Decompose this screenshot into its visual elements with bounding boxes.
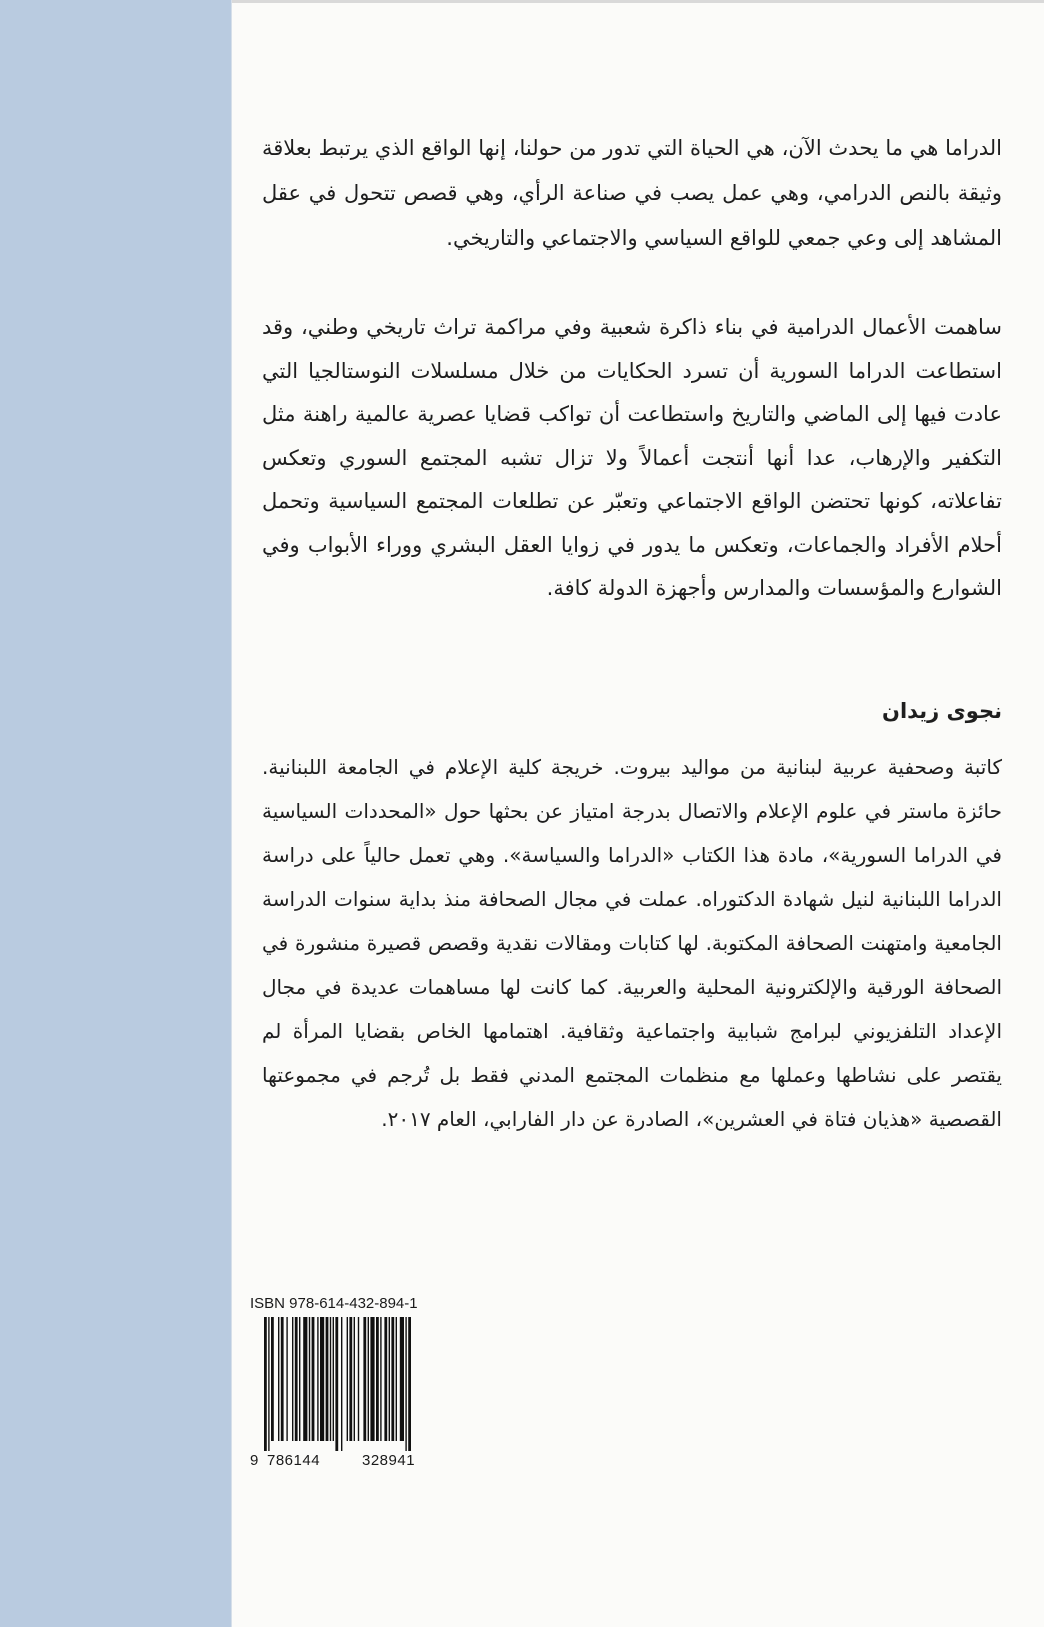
top-edge-line: [232, 0, 1044, 3]
barcode-bar: [281, 1317, 284, 1441]
barcode-bar: [309, 1317, 310, 1441]
barcode-bar: [303, 1317, 307, 1441]
barcode-bar: [391, 1317, 394, 1441]
barcode-bar: [396, 1317, 397, 1441]
barcode-bar: [278, 1317, 279, 1441]
barcode-bar: [317, 1317, 318, 1441]
barcode-bar: [363, 1317, 366, 1441]
barcode-bar: [349, 1317, 352, 1441]
isbn-label: ISBN 978-614-432-894-1: [250, 1295, 418, 1312]
barcode-bar: [286, 1317, 287, 1441]
barcode-bar: [347, 1317, 348, 1441]
barcode-bar: [326, 1317, 329, 1441]
intro-paragraph-1: الدراما هي ما يحدث الآن، هي الحياة التي تدور من حولنا، إنها الواقع الذي يرتبط بعلاقة وثيقة بالنص الدرامي، وهي عمل يصب في صناعة الرأي، وهي قصص تتحول في عقل المشاهد إلى وعي جمعي للواقع السياسي والاجتماعي والتاريخي.: [262, 136, 1002, 250]
barcode-digit-first: 9: [250, 1452, 259, 1469]
barcode-bar: [341, 1317, 342, 1451]
barcode-bar: [405, 1317, 406, 1451]
barcode-bar: [268, 1317, 269, 1451]
barcode-bar: [354, 1317, 355, 1441]
barcode-bar: [292, 1317, 293, 1441]
barcode-bar: [400, 1317, 404, 1441]
barcode-bar: [376, 1317, 379, 1441]
barcode-bar: [299, 1317, 300, 1441]
author-name: نجوى زيدان: [882, 699, 1002, 723]
barcode-bar: [358, 1317, 359, 1441]
barcode-digits-right: 328941: [362, 1452, 416, 1469]
barcode-bar: [380, 1317, 381, 1441]
barcode-bar: [312, 1317, 315, 1441]
barcode-bar: [295, 1317, 298, 1441]
barcode-bar: [335, 1317, 338, 1451]
barcode-bar: [370, 1317, 374, 1441]
isbn-barcode: [250, 1295, 455, 1495]
barcode-bar: [320, 1317, 324, 1441]
barcode-bar: [389, 1317, 390, 1441]
barcode-bars: [250, 1317, 450, 1457]
barcode-bar: [264, 1317, 267, 1451]
barcode-bar: [271, 1317, 274, 1441]
barcode-bar: [384, 1317, 387, 1441]
barcode-digits-left: 786144: [267, 1452, 321, 1469]
barcode-bar: [333, 1317, 334, 1441]
barcode-bar: [330, 1317, 331, 1441]
barcode-bar: [408, 1317, 411, 1451]
barcode-bar: [368, 1317, 369, 1441]
author-bio: كاتبة وصحفية عربية لبنانية من مواليد بيروت. خريجة كلية الإعلام في الجامعة اللبنانية. حائزة ماستر في علوم الإعلام والاتصال بدرجة امتياز عن بحثها حول «المحددات السياسية في الدراما السورية»، مادة هذا الكتاب «الدراما والسياسة». وهي تعمل حالياً على دراسة الدراما اللبنانية لنيل شهادة الدكتوراه. عملت في مجال الصحافة منذ بداية سنوات الدراسة الجامعية وامتهنت الصحافة المكتوبة. لها كتابات ومقالات نقدية وقصص قصيرة منشورة في الصحافة الورقية والإلكترونية المحلية والعربية. كما كانت لها مساهمات عديدة في مجال الإعداد التلفزيوني لبرامج شبابية واجتماعية وثقافية. اهتمامها الخاص بقضايا المرأة لم يقتصر على نشاطها وعملها مع منظمات المجتمع المدني فقط بل تُرجم في مجموعتها القصصية «هذيان فتاة في العشرين»، الصادرة عن دار الفارابي، العام ٢٠١٧.: [262, 755, 1002, 1131]
blue-spine-band: [0, 0, 232, 1627]
intro-paragraph-2: ساهمت الأعمال الدرامية في بناء ذاكرة شعبية وفي مراكمة تراث تاريخي وطني، وقد استطاعت الدراما السورية أن تسرد الحكايات من خلال مسلسلات النوستالجيا التي عادت فيها إلى الماضي والتاريخ واستطاعت أن تواكب قضايا عصرية عالمية راهنة مثل التكفير والإرهاب، عدا أنها أنتجت أعمالاً ولا تزال تشبه المجتمع السوري وتعكس تفاعلاته، كونها تحتضن الواقع الاجتماعي وتعبّر عن تطلعات المجتمع السياسية وتحمل أحلام الأفراد والجماعات، وتعكس ما يدور في زوايا العقل البشري ووراء الأبواب وفي الشوارع والمؤسسات والمدارس وأجهزة الدولة كافة.: [262, 315, 1002, 600]
